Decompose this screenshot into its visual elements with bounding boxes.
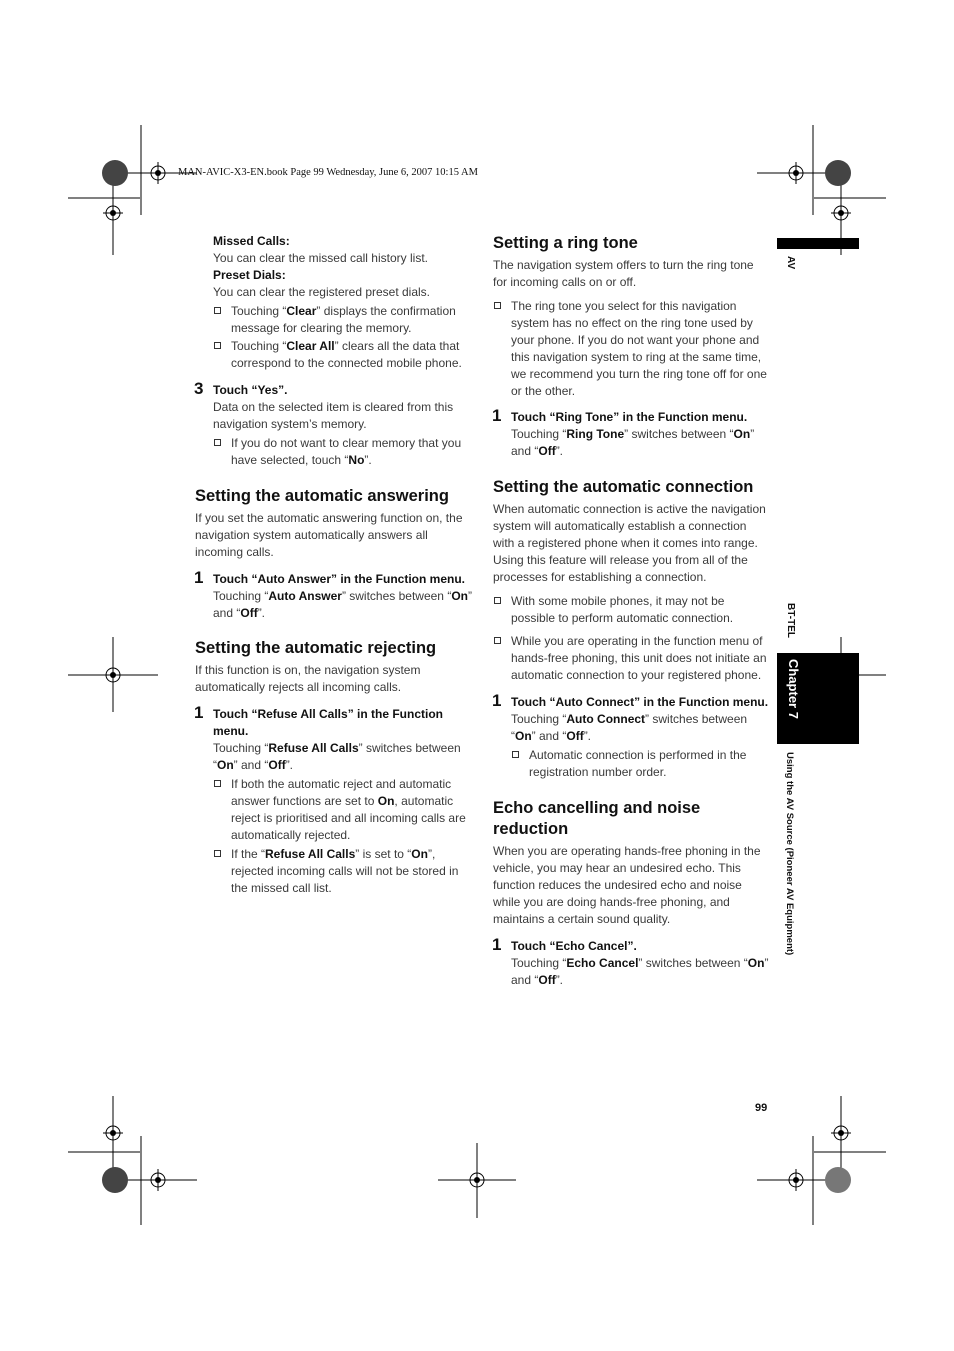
preset-dials-text: You can clear the registered preset dials. [213, 285, 431, 299]
heading-echo-cancel: Echo cancelling and noise reduction [493, 799, 701, 838]
heading-ring-tone: Setting a ring tone [493, 234, 638, 252]
note-icon [512, 751, 519, 758]
note-icon [214, 439, 221, 446]
note-icon [214, 780, 221, 787]
note-connect-order: Automatic connection is performed in the registration number order. [511, 747, 769, 781]
chapter-label: Chapter 7 [786, 659, 801, 719]
note-no: If you do not want to clear memory that you have selected, touch “No”. [213, 435, 477, 469]
step-text: Data on the selected item is cleared from this navigation system’s memory. [213, 400, 454, 431]
step-number: 3 [194, 379, 204, 398]
heading-auto-reject: Setting the automatic rejecting [195, 639, 437, 657]
subsection-label: BT-TEL [785, 603, 796, 638]
step-title: Touch “Ring Tone” in the Function menu. [511, 410, 748, 424]
step-title: Touch “Auto Connect” in the Function menu. [511, 695, 769, 709]
note-clear-all: Touching “Clear All” clears all the data that correspond to the connected mobile phone. [213, 338, 477, 372]
step-auto-reject [194, 703, 477, 897]
ring-tone-text: The navigation system offers to turn the ring tone for incoming calls on or off. [493, 258, 754, 289]
step-number: 1 [492, 406, 502, 425]
step-title: Touch “Auto Answer” in the Function menu. [213, 572, 465, 586]
step-title: Touch “Yes”. [213, 383, 288, 397]
step-ring-tone [492, 406, 769, 460]
step-text: Touching “Ring Tone” switches between “On” and “Off”. [511, 427, 755, 458]
step-text: Touching “Auto Answer” switches between “On” and “Off”. [213, 589, 472, 620]
step-text: Touching “Auto Connect” switches between “On” and “Off”. [511, 712, 748, 743]
step-auto-connect [492, 691, 769, 781]
step-3 [194, 379, 477, 469]
note-connect-menu: While you are operating in the function menu of hands-free phoning, this unit does not initiate an automatic connection to your registered phone. [493, 633, 769, 684]
step-echo-cancel [492, 935, 769, 989]
missed-calls-label: Missed Calls: [213, 234, 290, 248]
step-auto-answer [194, 568, 477, 622]
step-text: Touching “Refuse All Calls” switches between “On” and “Off”. [213, 741, 461, 772]
note-priority: If both the automatic reject and automatic answer functions are set to On, automatic reject is prioritised and all incoming calls are automatically rejected. [213, 776, 477, 844]
chapter-tab [777, 653, 859, 744]
step-number: 1 [194, 703, 204, 722]
note-clear: Touching “Clear” displays the confirmation message for clearing the memory. [213, 303, 477, 337]
step-number: 1 [492, 935, 502, 954]
auto-answer-text: If you set the automatic answering function on, the navigation system automatically answers all incoming calls. [195, 511, 463, 559]
step-title: Touch “Echo Cancel”. [511, 939, 637, 953]
right-column [493, 233, 769, 989]
note-icon [494, 302, 501, 309]
book-header: MAN-AVIC-X3-EN.book Page 99 Wednesday, June 6, 2007 10:15 AM [178, 167, 478, 178]
step-text: Touching “Echo Cancel” switches between “On” and “Off”. [511, 956, 769, 987]
note-icon [214, 342, 221, 349]
heading-auto-connect: Setting the automatic connection [493, 478, 754, 496]
heading-auto-answer: Setting the automatic answering [195, 487, 449, 505]
note-icon [494, 597, 501, 604]
note-icon [214, 850, 221, 857]
page-number: 99 [755, 1102, 768, 1114]
note-missed-list: If the “Refuse All Calls” is set to “On”, rejected incoming calls will not be stored in the missed call list. [213, 846, 477, 897]
chapter-title: Using the AV Source (Pioneer AV Equipment) [784, 752, 795, 956]
step-title: Touch “Refuse All Calls” in the Function menu. [213, 707, 444, 738]
auto-connect-text: When automatic connection is active the navigation system will automatically establish a connection with a registered phone when it comes into range. Using this feature will release you from all of the processes for establishing a connection. [493, 502, 766, 584]
av-tab [777, 238, 859, 249]
auto-reject-text: If this function is on, the navigation system automatically rejects all incoming calls. [195, 663, 421, 694]
missed-calls-text: You can clear the missed call history list. [213, 251, 428, 265]
section-label: AV [785, 256, 796, 270]
step-number: 1 [194, 568, 204, 587]
preset-dials-label: Preset Dials: [213, 268, 286, 282]
note-connect-phones: With some mobile phones, it may not be possible to perform automatic connection. [493, 593, 769, 627]
note-ring-tone: The ring tone you select for this navigation system has no effect on the ring tone used by your phone. If you do not want your phone and this navigation system to ring at the same time, we recommend you turn the ring tone off for one or the other. [493, 298, 769, 400]
note-icon [494, 637, 501, 644]
step-number: 1 [492, 691, 502, 710]
left-column [195, 233, 477, 897]
echo-cancel-text: When you are operating hands-free phoning in the vehicle, you may hear an undesired echo. This function reduces the undesired echo and noise while you are doing hands-free phoning, and maintains a certain sound quality. [493, 844, 761, 926]
note-icon [214, 307, 221, 314]
